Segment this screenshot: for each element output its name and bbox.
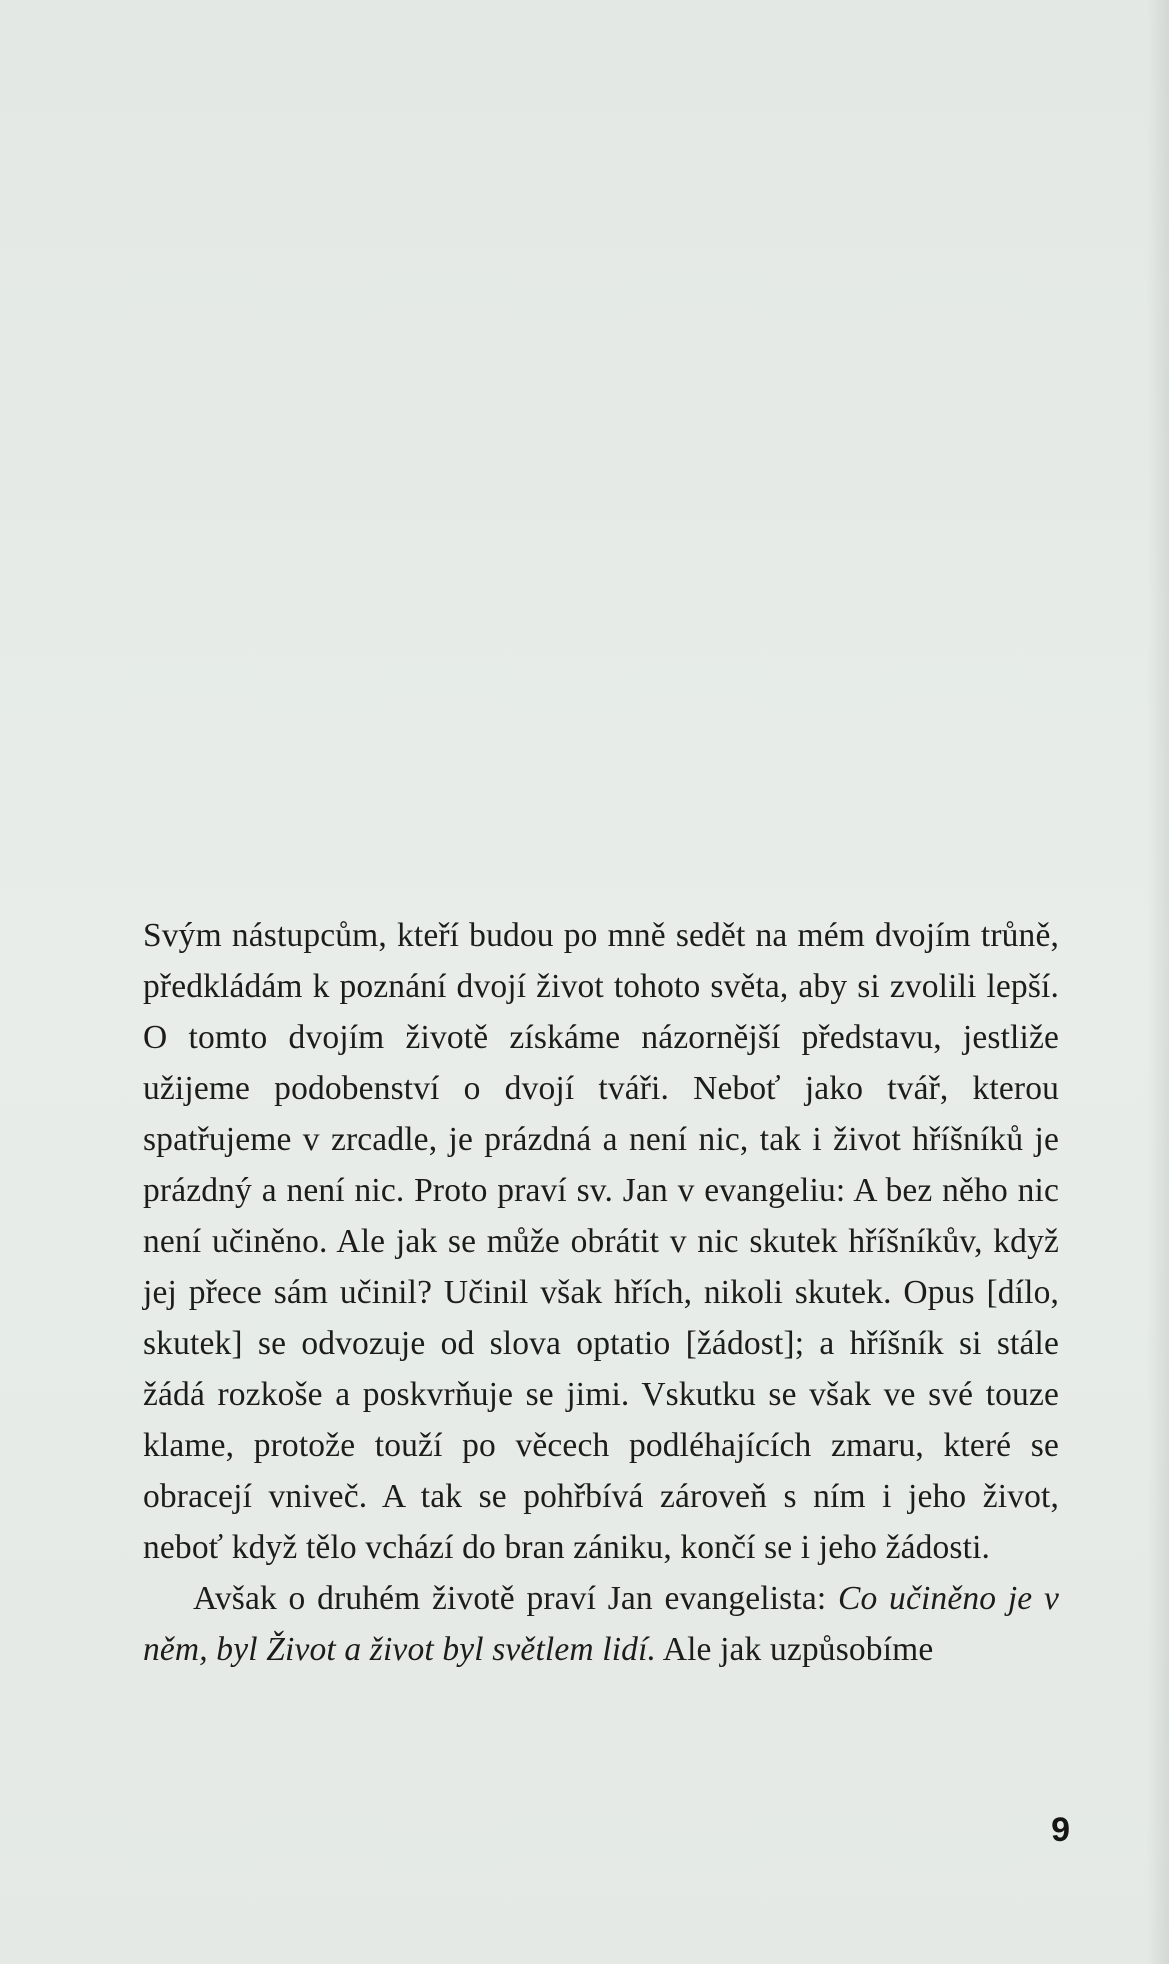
- page-edge-shadow: [1147, 0, 1169, 1964]
- paragraph-1: Svým nástupcům, kteří budou po mně sedět na mém dvojím trůně, předkládám k poznání dvojí život tohoto světa, aby si zvolili lepší. O tomto dvojím životě získáme názornější představu, jestliže užijeme podobenství o dvojí tváři. Neboť jako tvář, kterou spatřujeme v zrcadle, je prázdná a není nic, tak i život hříšníků je prázdný a není nic. Proto praví sv. Jan v evangeliu: A bez něho nic není učiněno. Ale jak se může obrátit v nic skutek hříšníkův, když jej přece sám učinil? Učinil však hřích, nikoli skutek. Opus [dílo, skutek] se odvozuje od slova optatio [žádost]; a hříšník si stále žádá rozkoše a poskvrňuje se jimi. Vskutku se však ve své touze klame, protože touží po věcech podléhajících zmaru, které se obracejí vniveč. A tak se pohřbívá zároveň s ním i jeho život, neboť když tělo vchází do bran zániku, končí se i jeho žádosti.: [143, 917, 1059, 1566]
- paragraph-2: [143, 1573, 1059, 1675]
- gospel-quote: Co učiněno je v něm, byl Život a život byl světlem lidí.: [143, 1580, 1060, 1668]
- paragraph-2-intro: Avšak o druhém životě praví Jan evangelista:: [193, 1580, 838, 1617]
- page-number: 9: [1051, 1811, 1070, 1849]
- paragraph-2-outro: Ale jak uzpůsobíme: [656, 1631, 934, 1668]
- body-text: [143, 910, 1059, 1675]
